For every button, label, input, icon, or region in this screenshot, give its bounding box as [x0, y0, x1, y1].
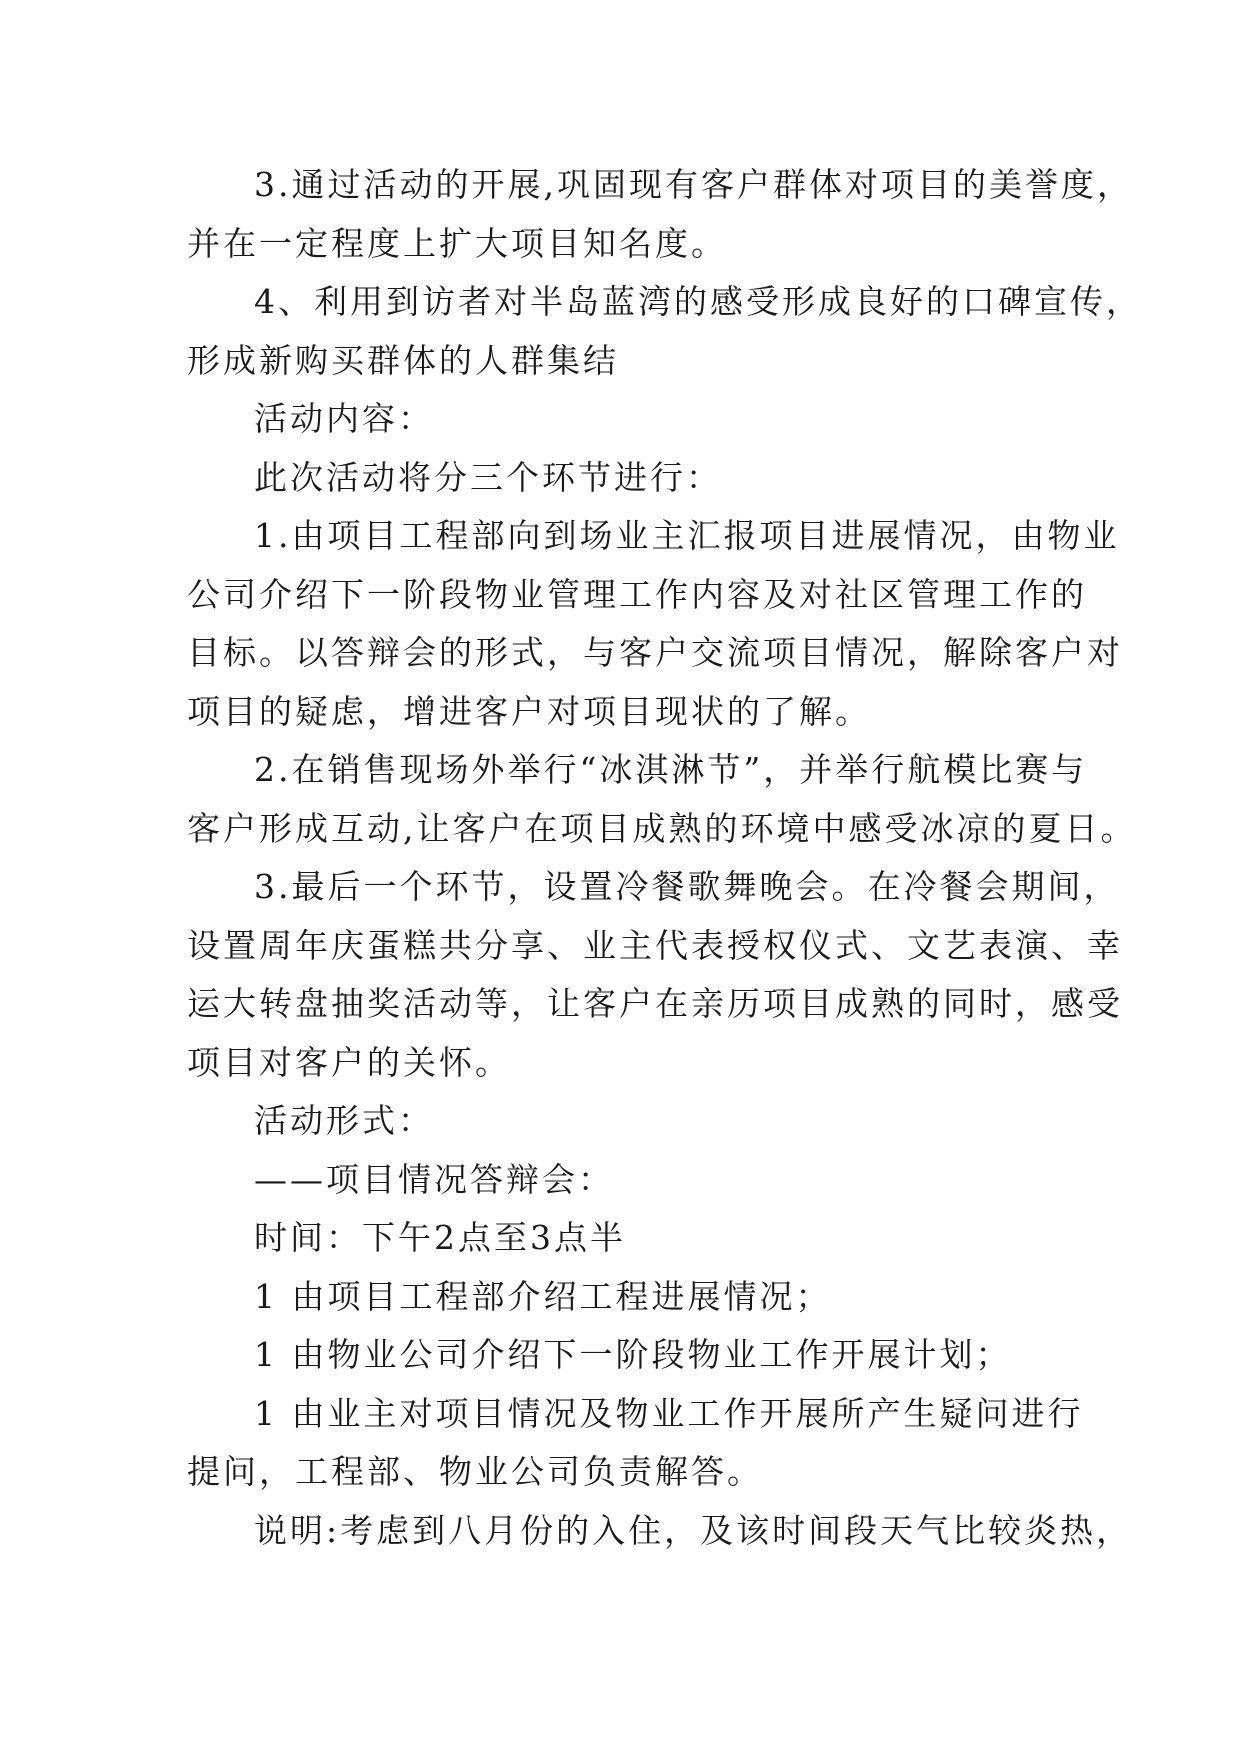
section-heading: 活动内容：	[254, 399, 434, 438]
paragraph-line: 客户形成互动,让客户在项目成熟的环境中感受冰凉的夏日。	[187, 808, 1137, 848]
paragraph-line: 运大转盘抽奖活动等，让客户在亲历项目成熟的同时，感受	[187, 984, 1123, 1023]
paragraph-line: 此次活动将分三个环节进行：	[254, 457, 722, 497]
paragraph-line: 说明:考虑到八月份的入住，及该时间段天气比较炎热，	[254, 1510, 1133, 1550]
list-item: 1 由项目工程部介绍工程进展情况；	[254, 1276, 832, 1316]
paragraph-line: 3.最后一个环节，设置冷餐歌舞晚会。在冷餐会期间，	[254, 867, 1120, 906]
paragraph-line: 项目对客户的关怀。	[187, 1042, 511, 1082]
paragraph-line: 提问，工程部、物业公司负责解答。	[187, 1452, 763, 1491]
paragraph-line: 时间：下午2点至3点半	[254, 1218, 626, 1257]
paragraph-line: 并在一定程度上扩大项目知名度。	[187, 223, 727, 263]
paragraph-line: 目标。以答辩会的形式，与客户交流项目情况，解除客户对	[187, 633, 1123, 672]
paragraph-line: 1.由项目工程部向到场业主汇报项目进展情况，由物业	[254, 516, 1120, 555]
paragraph-line: 形成新购买群体的人群集结	[187, 340, 619, 380]
list-item: 1 由物业公司介绍下一阶段物业工作开展计划；	[254, 1335, 1012, 1374]
paragraph-line: 设置周年庆蛋糕共分享、业主代表授权仪式、文艺表演、幸	[187, 925, 1123, 965]
paragraph-line: 4、利用到访者对半岛蓝湾的感受形成良好的口碑宣传，	[254, 282, 1142, 321]
paragraph-line: 项目的疑虑，增进客户对项目现状的了解。	[187, 691, 871, 731]
paragraph-line: 3.通过活动的开展,巩固现有客户群体对项目的美誉度，	[254, 165, 1133, 204]
document-body	[187, 156, 1142, 1560]
paragraph-line: 公司介绍下一阶段物业管理工作内容及对社区管理工作的	[187, 574, 1087, 614]
paragraph-line: ——项目情况答辩会：	[254, 1159, 614, 1199]
section-heading: 活动形式：	[254, 1101, 434, 1140]
paragraph-line: 2.在销售现场外举行“冰淇淋节”，并举行航模比赛与	[254, 750, 1088, 789]
list-item: 1 由业主对项目情况及物业工作开展所产生疑问进行	[254, 1393, 1084, 1433]
